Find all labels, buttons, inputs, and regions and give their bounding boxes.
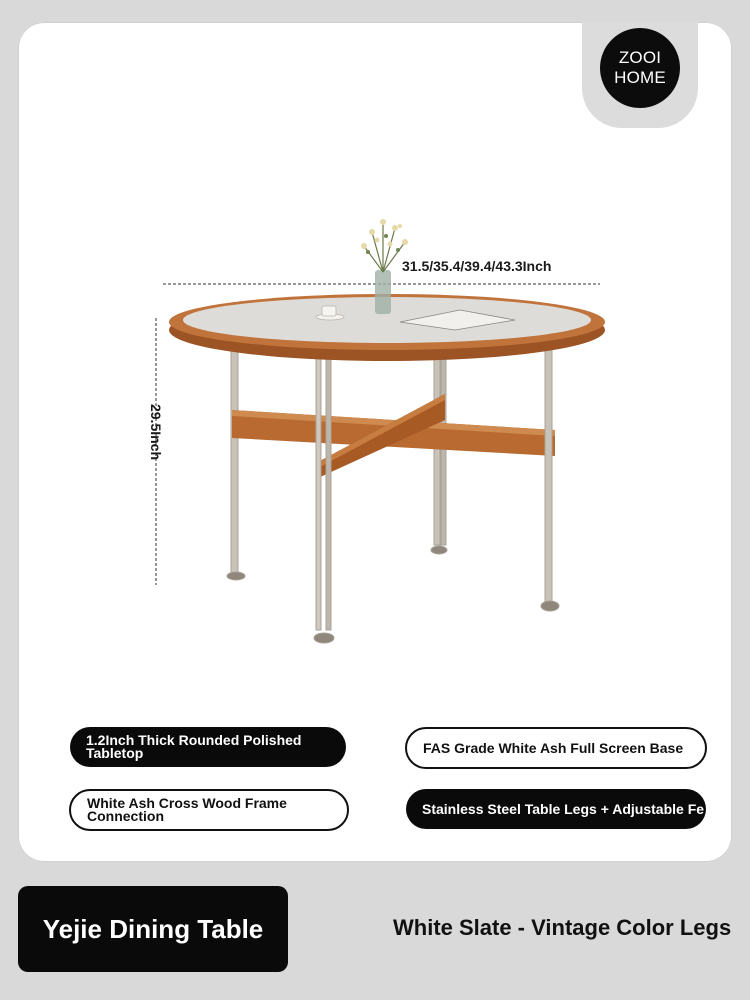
cup — [322, 306, 336, 316]
brand-line-2: HOME — [614, 68, 666, 87]
feature-label: 1.2Inch Thick Rounded Polished Tabletop — [86, 732, 302, 761]
product-title: Yejie Dining Table — [42, 913, 264, 944]
product-title-block — [18, 886, 288, 972]
brand-line-1: ZOOI — [618, 48, 662, 67]
feature-pill-frame — [69, 789, 349, 831]
feature-pill-legs — [406, 789, 706, 829]
width-dimension-label: 31.5/35.4/39.4/43.3Inch — [402, 258, 552, 274]
cross-wood-frame — [232, 394, 555, 478]
feature-pill-tabletop — [70, 727, 346, 767]
feature-label: Stainless Steel Table Legs + Adjustable Fe — [422, 800, 705, 817]
feature-label: FAS Grade White Ash Full Screen Base — [423, 739, 684, 756]
feature-pill-base — [405, 727, 707, 769]
feature-label: White Ash Cross Wood Frame Connection — [87, 795, 287, 824]
product-variant: White Slate - Vintage Color Legs — [393, 915, 732, 940]
height-dimension-label: 29.5Inch — [148, 403, 164, 461]
